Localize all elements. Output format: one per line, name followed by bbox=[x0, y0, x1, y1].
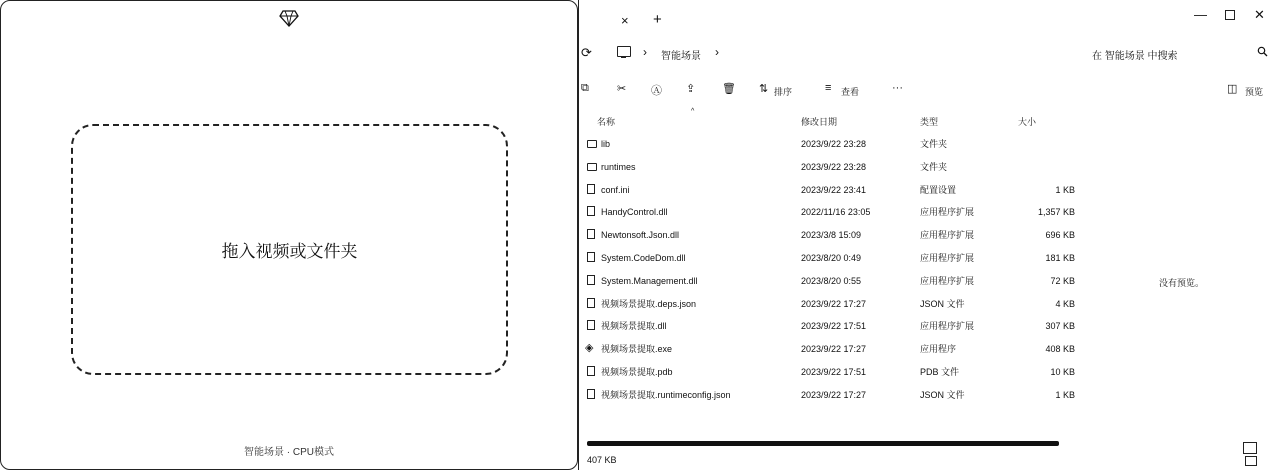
file-size: 4 KB bbox=[1055, 298, 1075, 309]
view-icon[interactable]: ≡ bbox=[825, 82, 832, 94]
sort-button[interactable]: 排序 bbox=[774, 87, 793, 97]
file-date: 2023/9/22 17:51 bbox=[801, 367, 867, 377]
preview-pane-icon[interactable]: ◫ bbox=[1227, 83, 1238, 95]
file-name: conf.ini bbox=[601, 184, 630, 195]
file-name: 视频场景提取.runtimeconfig.json bbox=[601, 389, 731, 400]
app-status-text: 智能场景 · CPU模式 bbox=[244, 447, 334, 458]
preview-pane-button[interactable]: 预览 bbox=[1245, 87, 1264, 97]
file-type: 应用程序扩展 bbox=[920, 230, 975, 241]
file-name: runtimes bbox=[601, 161, 636, 172]
file-row[interactable] bbox=[579, 201, 1280, 223]
status-bar-size: 407 KB bbox=[587, 455, 617, 465]
file-date: 2023/9/22 17:51 bbox=[801, 321, 867, 332]
cut-icon[interactable]: ✂ bbox=[617, 83, 627, 95]
file-row[interactable] bbox=[579, 179, 1280, 201]
breadcrumb-separator-icon[interactable]: › bbox=[715, 45, 719, 59]
file-date: 2023/9/22 17:27 bbox=[801, 298, 867, 309]
dll-icon bbox=[587, 252, 595, 262]
refresh-icon[interactable]: ⟳ bbox=[581, 45, 592, 60]
file-size: 72 KB bbox=[1050, 275, 1075, 286]
file-size: 181 KB bbox=[1045, 253, 1075, 263]
file-size: 408 KB bbox=[1045, 344, 1075, 355]
file-name: 视频场景提取.deps.json bbox=[601, 298, 697, 309]
folder-icon bbox=[587, 140, 597, 148]
file-icon bbox=[587, 366, 595, 376]
command-bar bbox=[579, 78, 1280, 102]
file-icon bbox=[587, 389, 595, 399]
column-header-type[interactable]: 类型 bbox=[920, 117, 939, 127]
file-name: 视频场景提取.exe bbox=[601, 344, 673, 355]
horizontal-scrollbar[interactable] bbox=[587, 441, 1059, 446]
share-icon[interactable]: ⇪ bbox=[686, 83, 696, 95]
file-type: JSON 文件 bbox=[920, 389, 965, 400]
file-date: 2023/9/22 23:28 bbox=[801, 139, 867, 149]
breadcrumb-current-folder[interactable]: 智能场景 bbox=[661, 51, 701, 62]
diamond-icon bbox=[279, 9, 299, 27]
file-type: 应用程序扩展 bbox=[920, 253, 975, 263]
file-size: 1 KB bbox=[1055, 389, 1075, 400]
file-name: 视频场景提取.pdb bbox=[601, 367, 673, 377]
tab-close-button[interactable]: × bbox=[621, 13, 629, 28]
delete-icon[interactable]: 🗑 bbox=[722, 83, 736, 95]
file-type: 文件夹 bbox=[920, 139, 948, 149]
file-size: 1,357 KB bbox=[1037, 207, 1075, 218]
file-date: 2023/8/20 0:49 bbox=[801, 253, 862, 263]
sort-caret-icon: ^ bbox=[691, 108, 695, 115]
file-row[interactable] bbox=[579, 315, 1280, 337]
column-header-date[interactable]: 修改日期 bbox=[801, 117, 838, 127]
file-date: 2023/9/22 23:28 bbox=[801, 161, 867, 172]
file-name: System.CodeDom.dll bbox=[601, 253, 686, 263]
file-type: JSON 文件 bbox=[920, 298, 965, 309]
new-tab-button[interactable]: + bbox=[653, 11, 662, 28]
dll-icon bbox=[587, 206, 595, 216]
column-header-size[interactable]: 大小 bbox=[1018, 117, 1037, 127]
details-view-icon[interactable] bbox=[1243, 442, 1257, 454]
search-icon[interactable] bbox=[1257, 46, 1268, 57]
file-size: 696 KB bbox=[1045, 230, 1075, 241]
file-icon bbox=[587, 184, 595, 194]
drop-zone[interactable] bbox=[71, 124, 508, 375]
file-size: 1 KB bbox=[1055, 184, 1075, 195]
breadcrumb-separator-icon[interactable]: › bbox=[643, 45, 647, 59]
file-row[interactable] bbox=[579, 338, 1280, 360]
file-type: 文件夹 bbox=[920, 161, 948, 172]
file-type: 应用程序扩展 bbox=[920, 207, 975, 218]
file-name: Newtonsoft.Json.dll bbox=[601, 230, 680, 241]
maximize-button[interactable] bbox=[1225, 10, 1235, 20]
file-name: lib bbox=[601, 139, 611, 149]
no-preview-text: 没有预览。 bbox=[1159, 278, 1205, 288]
column-header-name[interactable]: 名称 bbox=[597, 117, 616, 127]
file-type: 配置设置 bbox=[920, 184, 957, 195]
tab-bar bbox=[579, 0, 1280, 38]
rename-icon[interactable]: Ⓐ bbox=[651, 85, 662, 97]
file-row[interactable] bbox=[579, 224, 1280, 246]
file-size: 307 KB bbox=[1045, 321, 1075, 332]
file-date: 2023/8/20 0:55 bbox=[801, 275, 862, 286]
drop-zone-label: 拖入视频或文件夹 bbox=[221, 242, 358, 261]
file-row[interactable] bbox=[579, 247, 1280, 269]
sort-icon[interactable]: ⇅ bbox=[759, 83, 769, 95]
file-date: 2022/11/16 23:05 bbox=[801, 207, 871, 218]
view-button[interactable]: 查看 bbox=[841, 87, 860, 97]
minimize-button[interactable]: — bbox=[1194, 7, 1207, 22]
file-type: 应用程序扩展 bbox=[920, 275, 975, 286]
file-name: 视频场景提取.dll bbox=[601, 321, 667, 332]
file-type: 应用程序 bbox=[920, 344, 957, 355]
more-options-button[interactable]: ··· bbox=[892, 82, 903, 94]
exe-icon: ◈ bbox=[585, 342, 594, 355]
file-type: 应用程序扩展 bbox=[920, 321, 975, 332]
dll-icon bbox=[587, 229, 595, 239]
file-type: PDB 文件 bbox=[920, 367, 960, 377]
file-date: 2023/9/22 17:27 bbox=[801, 389, 867, 400]
file-date: 2023/3/8 15:09 bbox=[801, 230, 862, 241]
file-row[interactable] bbox=[579, 156, 1280, 178]
file-name: HandyControl.dll bbox=[601, 207, 668, 218]
video-scene-app-window bbox=[0, 0, 578, 470]
this-pc-icon[interactable] bbox=[617, 46, 631, 57]
window-close-button[interactable]: ✕ bbox=[1254, 7, 1265, 22]
file-name: System.Management.dll bbox=[601, 275, 698, 286]
file-icon bbox=[587, 298, 595, 308]
file-row[interactable] bbox=[579, 384, 1280, 406]
file-size: 10 KB bbox=[1050, 367, 1075, 377]
address-bar bbox=[579, 40, 1280, 66]
file-row[interactable] bbox=[579, 361, 1280, 383]
dll-icon bbox=[587, 320, 595, 330]
tiles-view-icon[interactable] bbox=[1245, 456, 1257, 466]
file-row[interactable] bbox=[579, 133, 1280, 155]
file-date: 2023/9/22 23:41 bbox=[801, 184, 867, 195]
search-input[interactable]: 在 智能场景 中搜索 bbox=[1092, 51, 1178, 62]
copy-icon[interactable]: ⧉ bbox=[581, 82, 589, 94]
file-row[interactable] bbox=[579, 293, 1280, 315]
file-explorer-window bbox=[578, 0, 1280, 470]
dll-icon bbox=[587, 275, 595, 285]
file-date: 2023/9/22 17:27 bbox=[801, 344, 867, 355]
folder-icon bbox=[587, 163, 597, 171]
